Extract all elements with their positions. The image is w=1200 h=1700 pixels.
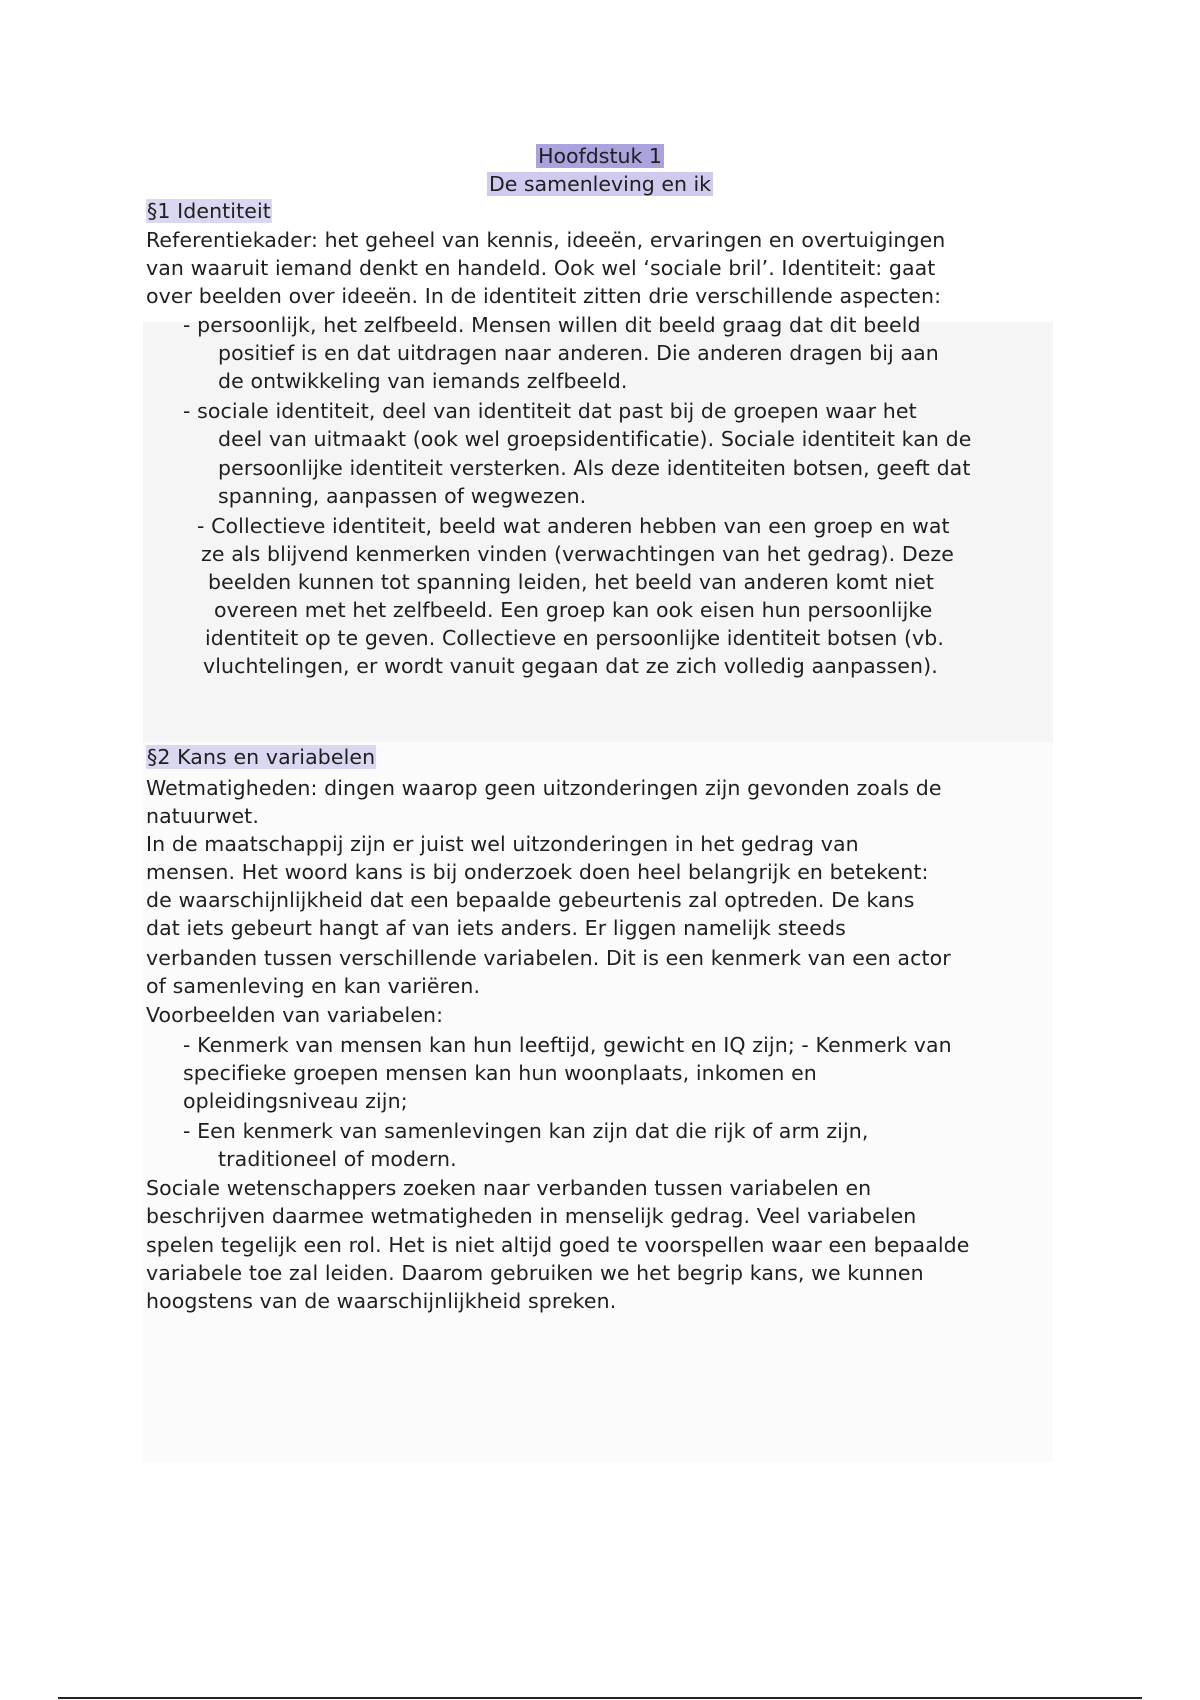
section2-heading-line	[146, 743, 376, 771]
s1-line: vluchtelingen, er wordt vanuit gegaan dat ze zich volledig aanpassen).	[203, 654, 938, 678]
chapter-label-line	[0, 142, 1200, 170]
s2-line: specifieke groepen mensen kan hun woonplaats, inkomen en	[183, 1061, 817, 1085]
chapter-title: De samenleving en ik	[488, 172, 712, 196]
s1-bullet: - Collectieve identiteit, beeld wat anderen hebben van een groep en wat	[197, 514, 950, 538]
s2-line: Wetmatigheden: dingen waarop geen uitzonderingen zijn gevonden zoals de	[146, 776, 942, 800]
s2-line: verbanden tussen verschillende variabelen. Dit is een kenmerk van een actor	[146, 946, 951, 970]
section2-heading: §2 Kans en variabelen	[147, 745, 376, 769]
s1-line: over beelden over ideeën. In de identiteit zitten drie verschillende aspecten:	[146, 284, 942, 308]
s2-line: of samenleving en kan variëren.	[146, 974, 481, 998]
s1-bullet: - sociale identiteit, deel van identiteit dat past bij de groepen waar het	[183, 399, 917, 423]
s2-bullet: - Een kenmerk van samenlevingen kan zijn dat die rijk of arm zijn,	[183, 1119, 869, 1143]
chapter-label: Hoofdstuk 1	[538, 144, 662, 168]
s2-line: hoogstens van de waarschijnlijkheid spreken.	[146, 1289, 617, 1313]
s1-line: persoonlijke identiteit versterken. Als deze identiteiten botsen, geeft dat	[218, 456, 971, 480]
page-bottom-rule	[58, 1697, 1142, 1699]
s1-line: deel van uitmaakt (ook wel groepsidentificatie). Sociale identiteit kan de	[218, 427, 972, 451]
s1-line: van waaruit iemand denkt en handeld. Ook wel ‘sociale bril’. Identiteit: gaat	[146, 256, 936, 280]
s2-bullet: - Kenmerk van mensen kan hun leeftijd, gewicht en IQ zijn; - Kenmerk van	[183, 1033, 952, 1057]
s1-line: ze als blijvend kenmerken vinden (verwachtingen van het gedrag). Deze	[201, 542, 955, 566]
chapter-title-line	[0, 170, 1200, 198]
s2-line: beschrijven daarmee wetmatigheden in menselijk gedrag. Veel variabelen	[146, 1204, 917, 1228]
s1-line: spanning, aanpassen of wegwezen.	[218, 484, 587, 508]
s1-line: de ontwikkeling van iemands zelfbeeld.	[218, 369, 628, 393]
s1-line: overeen met het zelfbeeld. Een groep kan ook eisen hun persoonlijke	[214, 598, 933, 622]
s2-line: Sociale wetenschappers zoeken naar verbanden tussen variabelen en	[146, 1176, 872, 1200]
s1-line: positief is en dat uitdragen naar anderen. Die anderen dragen bij aan	[218, 341, 939, 365]
s2-line: dat iets gebeurt hangt af van iets anders. Er liggen namelijk steeds	[146, 916, 846, 940]
s1-line: identiteit op te geven. Collectieve en persoonlijke identiteit botsen (vb.	[205, 626, 945, 650]
s1-line: beelden kunnen tot spanning leiden, het beeld van anderen komt niet	[208, 570, 935, 594]
section1-heading: §1 Identiteit	[147, 199, 271, 223]
s2-line: natuurwet.	[146, 804, 259, 828]
s2-line: traditioneel of modern.	[218, 1147, 457, 1171]
s2-line: Voorbeelden van variabelen:	[146, 1003, 444, 1027]
s2-line: In de maatschappij zijn er juist wel uitzonderingen in het gedrag van	[146, 832, 859, 856]
s2-line: mensen. Het woord kans is bij onderzoek doen heel belangrijk en betekent:	[146, 860, 929, 884]
s1-line: Referentiekader: het geheel van kennis, ideeën, ervaringen en overtuigingen	[146, 228, 946, 252]
s2-line: de waarschijnlijkheid dat een bepaalde gebeurtenis zal optreden. De kans	[146, 888, 915, 912]
s2-line: opleidingsniveau zijn;	[183, 1089, 408, 1113]
s1-bullet: - persoonlijk, het zelfbeeld. Mensen willen dit beeld graag dat dit beeld	[183, 313, 921, 337]
s2-line: spelen tegelijk een rol. Het is niet altijd goed te voorspellen waar een bepaalde	[146, 1233, 970, 1257]
section1-heading-line	[146, 197, 272, 225]
s2-line: variabele toe zal leiden. Daarom gebruiken we het begrip kans, we kunnen	[146, 1261, 924, 1285]
